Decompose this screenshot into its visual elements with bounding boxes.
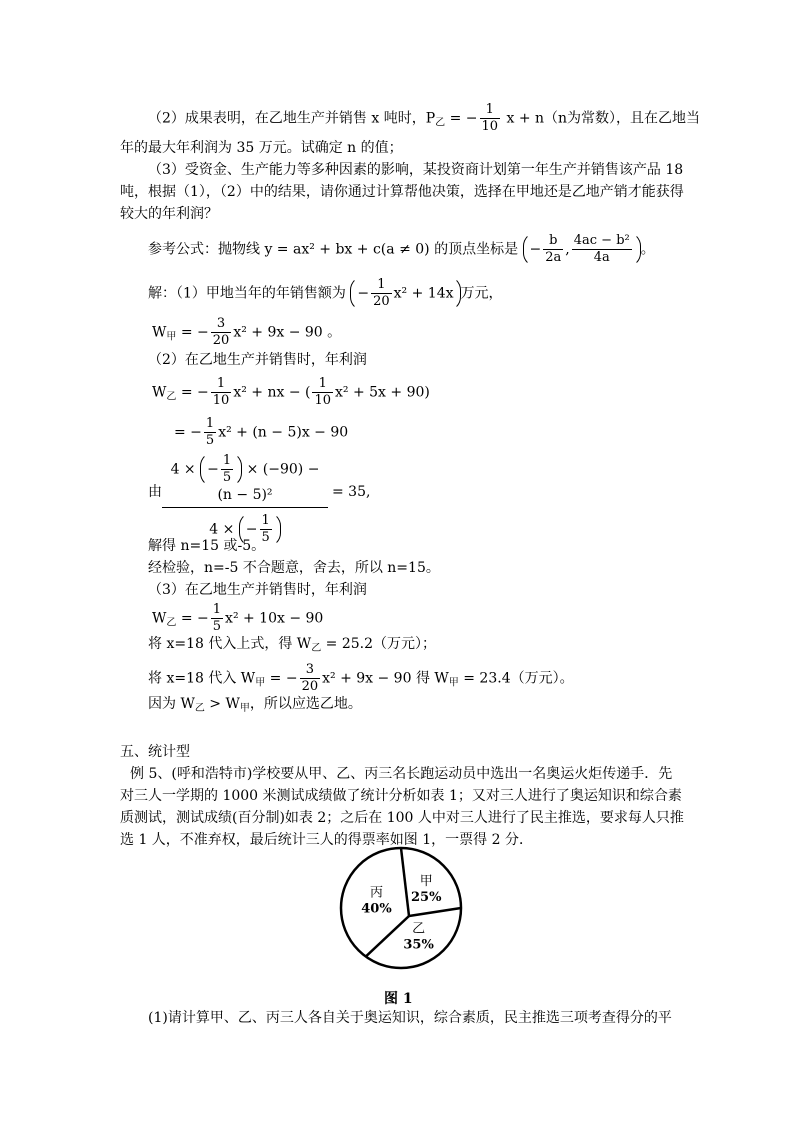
subscript: 乙 xyxy=(166,617,177,629)
w-yi-simplified xyxy=(174,416,348,449)
example-line3: 质测试，测试成绩(百分制)如表 2；之后在 100 人中对三人进行了民主推选，要求每人只推 xyxy=(120,810,684,826)
text: x² + 14x xyxy=(393,285,454,302)
text: 参考公式：抛物线 y = ax² + bx + c(a ≠ 0) 的顶点坐标是 xyxy=(148,241,519,258)
numerator: 1 xyxy=(211,376,232,393)
part3-line3: 较大的年利润？ xyxy=(120,206,218,222)
pie-label-乙: 乙 xyxy=(412,921,426,937)
fraction xyxy=(211,316,232,349)
subscript: 乙 xyxy=(311,643,322,654)
text: x² + 5x + 90) xyxy=(335,384,430,401)
subscript: 甲 xyxy=(239,703,250,714)
denominator: 20 xyxy=(373,294,390,309)
example-line1: 例 5、(呼和浩特市)学校要从甲、乙、丙三名长跑运动员中选出一名奥运火炬传递手．先 xyxy=(130,766,673,782)
fraction xyxy=(300,662,321,695)
numerator: 3 xyxy=(300,662,321,679)
fraction xyxy=(312,376,333,409)
numerator: 1 xyxy=(371,277,392,294)
text: = − xyxy=(176,324,209,341)
big-fraction xyxy=(162,452,328,547)
denominator: 2a xyxy=(545,250,562,265)
big-fraction-numerator xyxy=(162,452,328,508)
text: x² + 9x − 90 得 W xyxy=(322,670,449,687)
result-line2: 经检验，n=-5 不合题意，舍去，所以 n=15。 xyxy=(148,560,440,576)
subscript: 乙 xyxy=(194,703,205,714)
you-label: 由 xyxy=(148,484,162,500)
text: × (−90) − (n − 5)² xyxy=(217,461,320,503)
fraction xyxy=(204,416,216,449)
pie-value-甲: 25% xyxy=(410,889,442,905)
fraction xyxy=(211,376,232,409)
numerator: 1 xyxy=(212,602,222,617)
section-title: 五、统计型 xyxy=(120,744,190,760)
text: W xyxy=(152,384,167,401)
part2-line2: 年的最大年利润为 35 万元。试确定 n 的值； xyxy=(120,140,403,156)
paren: − $\frac{1}{5}$ xyxy=(200,452,242,487)
text: = − xyxy=(445,110,478,127)
denominator: 5 xyxy=(261,530,270,545)
pie-value-乙: 35% xyxy=(403,937,434,953)
calc-line1 xyxy=(148,634,436,659)
equals-35: = 35, xyxy=(332,484,371,500)
fraction xyxy=(572,233,632,266)
fraction xyxy=(221,453,233,486)
numerator: 1 xyxy=(205,416,215,431)
text: 将 x=18 代入上式，得 W xyxy=(148,636,312,652)
question-line1: (1)请计算甲、乙、丙三人各自关于奥运知识，综合素质，民主推选三项考查得分的平 xyxy=(148,1010,672,1026)
text: （2）成果表明，在乙地生产并销售 x 吨时，P xyxy=(148,110,436,127)
text: ，所以应选乙地。 xyxy=(249,696,362,712)
text: = 25.2（万元）； xyxy=(321,636,436,652)
pie-label-甲: 甲 xyxy=(419,873,433,889)
text: 4 × xyxy=(209,521,239,538)
calc-line2 xyxy=(148,662,574,695)
fraction xyxy=(543,233,563,266)
text: 解：（1）甲地当年的年销售额为 xyxy=(148,285,346,302)
text: x² + (n − 5)x − 90 xyxy=(218,424,349,441)
pie-label-丙: 丙 xyxy=(369,885,383,901)
denominator: 5 xyxy=(212,619,222,634)
subscript: 甲 xyxy=(448,677,459,689)
vertex-paren: − $\frac{b}{2a}$ , $\frac{\text{4ac − b²}}{4a}$ xyxy=(523,232,641,267)
subscript: 乙 xyxy=(166,391,177,403)
denominator: 5 xyxy=(222,470,232,485)
text: 万元， xyxy=(460,285,503,302)
numerator: 1 xyxy=(261,513,270,528)
example-line4: 选 1 人，不准弃权，最后统计三人的得票率如图 1，一票得 2 分． xyxy=(120,832,533,848)
solution-part3: （3）在乙地生产并销售时，年利润 xyxy=(148,582,367,598)
numerator: 1 xyxy=(222,453,232,468)
denominator: 10 xyxy=(314,393,332,408)
text: x² + 9x − 90 。 xyxy=(233,324,342,341)
numerator: 1 xyxy=(312,376,333,393)
denominator: 10 xyxy=(481,119,499,134)
w-jia-line xyxy=(152,316,341,349)
denominator: 20 xyxy=(212,333,230,348)
pie-outline xyxy=(341,848,461,968)
denominator: 4a xyxy=(593,250,610,265)
text: = − xyxy=(176,610,209,627)
text: W xyxy=(152,324,167,341)
w-yi-line xyxy=(152,376,430,409)
part2-line1 xyxy=(148,102,700,135)
denominator: 10 xyxy=(212,393,230,408)
text: 因为 W xyxy=(148,696,195,712)
paren: − $\frac{1}{5}$ xyxy=(239,512,281,547)
text: W xyxy=(152,610,167,627)
w-yi-part3 xyxy=(152,602,323,635)
part3-line2: 吨，根据（1），（2）中的结果，请你通过计算帮他决策，选择在甲地还是乙地产销才能获得 xyxy=(120,184,684,200)
denominator: 20 xyxy=(301,679,319,694)
calc-line3 xyxy=(148,694,362,719)
subscript: 甲 xyxy=(166,331,177,343)
text: 将 x=18 代入 W xyxy=(148,670,256,687)
fraction xyxy=(480,102,501,135)
numerator: 3 xyxy=(211,316,232,333)
solution-line1 xyxy=(148,276,503,311)
paren: − $\frac{1}{20}$ x² + 14x xyxy=(350,276,460,311)
reference-formula xyxy=(148,232,655,267)
numerator: b xyxy=(543,233,563,250)
text: > W xyxy=(204,696,240,712)
result-line1: 解得 n=15 或-5。 xyxy=(148,538,266,554)
part3-line1: （3）受资金、生产能力等多种因素的影响，某投资商计划第一年生产并销售该产品 18 xyxy=(148,162,684,178)
text: = − xyxy=(265,670,298,687)
example-line2: 对三人一学期的 1000 米测试成绩做了统计分析如表 1；又对三人进行了奥运知识和综合素 xyxy=(120,788,682,804)
text: 4 × xyxy=(170,461,201,478)
figure-caption: 图 1 xyxy=(384,991,413,1007)
pie-chart xyxy=(336,843,466,973)
fraction xyxy=(211,602,223,635)
denominator: 5 xyxy=(205,433,215,448)
numerator: 4ac − b² xyxy=(573,233,630,248)
text: x² + nx − ( xyxy=(233,384,311,401)
text: x² + 10x − 90 xyxy=(225,610,324,627)
numerator: 1 xyxy=(480,102,501,119)
text: 。 xyxy=(640,241,655,258)
solution-part2: （2）在乙地生产并销售时，年利润 xyxy=(148,352,367,368)
fraction xyxy=(371,277,392,310)
text: = 23.4（万元）。 xyxy=(458,670,574,687)
subscript: 乙 xyxy=(435,117,446,129)
pie-value-丙: 40% xyxy=(361,901,392,917)
text: = − xyxy=(176,384,209,401)
text: x + n（n为常数），且在乙地当 xyxy=(502,110,701,127)
subscript: 甲 xyxy=(255,677,266,689)
text: = − xyxy=(174,424,202,441)
